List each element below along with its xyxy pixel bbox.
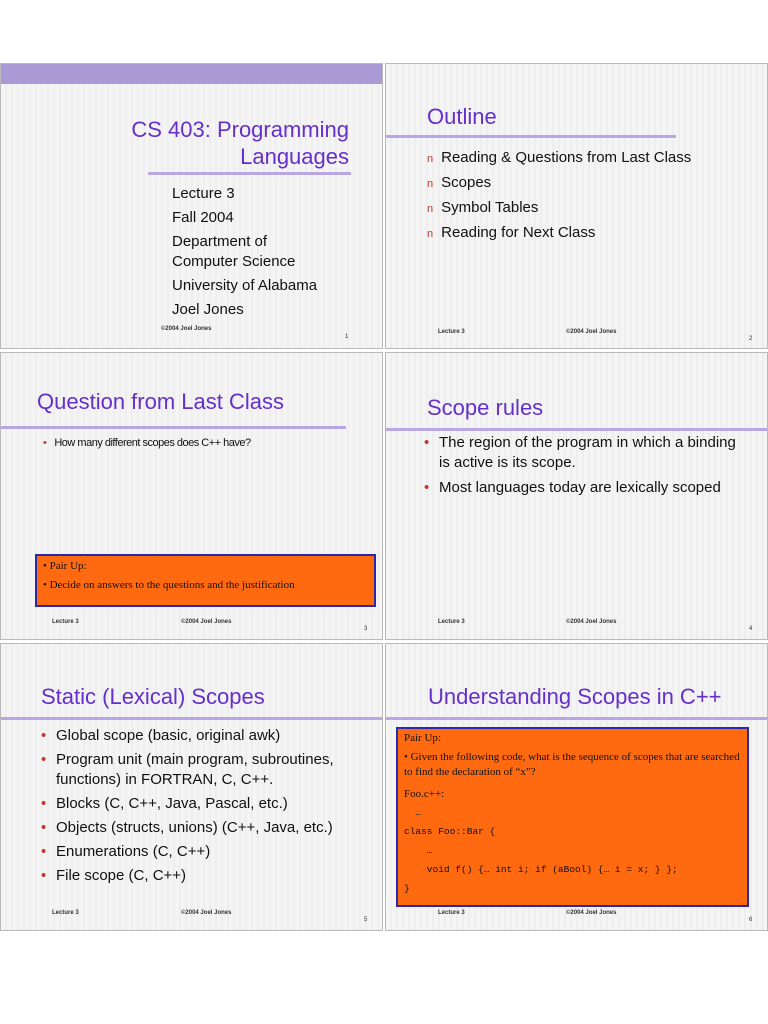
slide-4 [385, 352, 768, 640]
scope-kind-text: Blocks (C, C++, Java, Pascal, etc.) [56, 795, 288, 812]
detail-university: University of Alabama [172, 277, 318, 294]
slide-3-footer-copyright: ©2004 Joel Jones [181, 619, 232, 625]
detail-department: Department of [172, 233, 268, 250]
list-item [427, 196, 691, 221]
bullet-icon: n [427, 153, 434, 165]
code-line: } [404, 883, 410, 894]
bullet-icon: • [41, 727, 47, 744]
slide-2-footer-lecture: Lecture 3 [438, 329, 465, 335]
bullet-icon: • [43, 437, 47, 449]
list-item [41, 750, 376, 790]
code-line: … [404, 807, 422, 818]
detail-department-2: Computer Science [172, 253, 296, 270]
bullet-icon: • [424, 479, 430, 496]
slide-1-copyright: ©2004 Joel Jones [161, 326, 212, 332]
bullet-icon: n [427, 203, 434, 215]
slide-3 [0, 352, 383, 640]
list-item [41, 866, 376, 886]
scope-rule-text: Most languages today are lexically scoped [439, 479, 721, 496]
bullet-icon: • [41, 819, 47, 836]
slide-1-title-rule [148, 172, 351, 175]
detail-author: Joel Jones [172, 301, 244, 318]
list-item [424, 433, 744, 473]
slide-1-top-bar [1, 64, 382, 84]
code-question-text: • Given the following code, what is the sequence of scopes that are searched to find the declaration of “x”? [404, 751, 740, 778]
list-item [41, 818, 376, 838]
list-item [427, 171, 691, 196]
slide-5-page-number: 5 [364, 917, 368, 923]
slide-5-title: Static (Lexical) Scopes [41, 684, 265, 709]
outline-item-label: Scopes [441, 174, 492, 191]
pair-up-instruction: • Decide on answers to the questions and the justification [43, 579, 295, 591]
code-line: void f() {… int i; if (aBool) {… i = x; } }; [404, 864, 678, 875]
bullet-icon: n [427, 228, 434, 240]
bullet-icon: • [424, 434, 430, 451]
slide-4-page-number: 4 [749, 626, 753, 632]
slide-2-list [427, 146, 691, 246]
slide-1-title [131, 116, 349, 170]
pair-up-box [35, 554, 376, 607]
scope-kind-text: Global scope (basic, original awk) [56, 727, 281, 744]
slide-4-footer-lecture: Lecture 3 [438, 619, 465, 625]
slide-3-title-rule [1, 426, 346, 429]
slide-2-title: Outline [427, 104, 497, 129]
scope-kind-text: Enumerations (C, C++) [56, 843, 211, 860]
slide-2 [385, 63, 768, 349]
slide-5-footer-copyright: ©2004 Joel Jones [181, 910, 232, 916]
slide-2-page-number: 2 [749, 336, 753, 342]
slide-4-footer-copyright: ©2004 Joel Jones [566, 619, 617, 625]
code-file-name: Foo.c++: [404, 788, 445, 800]
slide-3-footer-lecture: Lecture 3 [52, 619, 79, 625]
code-line: … [404, 845, 433, 856]
list-item [427, 146, 691, 171]
list-item [41, 842, 376, 862]
outline-item-label: Symbol Tables [441, 199, 539, 216]
slide-6-footer-copyright: ©2004 Joel Jones [566, 910, 617, 916]
scope-kind-text: File scope (C, C++) [56, 867, 187, 884]
detail-term: Fall 2004 [172, 209, 234, 226]
slide-1-title-line-2: Languages [240, 144, 349, 169]
question-text: How many different scopes does C++ have? [54, 437, 251, 449]
slide-6-title: Understanding Scopes in C++ [428, 684, 722, 709]
pair-up-label: • Pair Up: [43, 560, 87, 572]
scope-rule-text: The region of the program in which a binding is active is its scope. [439, 434, 736, 471]
code-block [404, 803, 741, 898]
list-item [424, 478, 744, 498]
slide-6 [385, 643, 768, 931]
slide-6-footer-lecture: Lecture 3 [438, 910, 465, 916]
slide-3-page-number: 3 [364, 626, 368, 632]
slide-5-title-rule [1, 717, 383, 720]
scope-kind-text: Objects (structs, unions) (C++, Java, etc.) [56, 819, 333, 836]
code-line: class Foo::Bar { [404, 826, 496, 837]
bullet-icon: • [41, 751, 47, 768]
list-item [427, 221, 691, 246]
bullet-icon: • [41, 795, 47, 812]
list-item [43, 437, 251, 449]
slide-3-title: Question from Last Class [37, 389, 284, 414]
pair-up-label: Pair Up: [404, 732, 441, 744]
outline-item-label: Reading & Questions from Last Class [441, 149, 692, 166]
outline-item-label: Reading for Next Class [441, 224, 596, 241]
bullet-icon: • [41, 867, 47, 884]
slide-6-page-number: 6 [749, 917, 753, 923]
slide-4-list [424, 433, 744, 498]
slide-4-title: Scope rules [427, 395, 544, 420]
slide-1 [0, 63, 383, 349]
slide-1-page-number: 1 [345, 334, 349, 340]
slide-2-title-rule [386, 135, 676, 138]
list-item [41, 794, 376, 814]
slide-5-list [41, 726, 376, 886]
slide-4-title-rule [386, 428, 768, 431]
code-question-box [396, 727, 749, 907]
slide-1-details [172, 184, 317, 320]
scope-kind-text: Program unit (main program, subroutines, functions) in FORTRAN, C, C++. [56, 751, 334, 788]
bullet-icon: • [41, 843, 47, 860]
bullet-icon: n [427, 178, 434, 190]
detail-lecture: Lecture 3 [172, 185, 235, 202]
list-item [41, 726, 376, 746]
slide-1-title-line-1: CS 403: Programming [131, 117, 349, 142]
slide-6-title-rule [386, 717, 768, 720]
slide-2-footer-copyright: ©2004 Joel Jones [566, 329, 617, 335]
slide-3-list [43, 437, 251, 449]
slide-5-footer-lecture: Lecture 3 [52, 910, 79, 916]
slide-5 [0, 643, 383, 931]
